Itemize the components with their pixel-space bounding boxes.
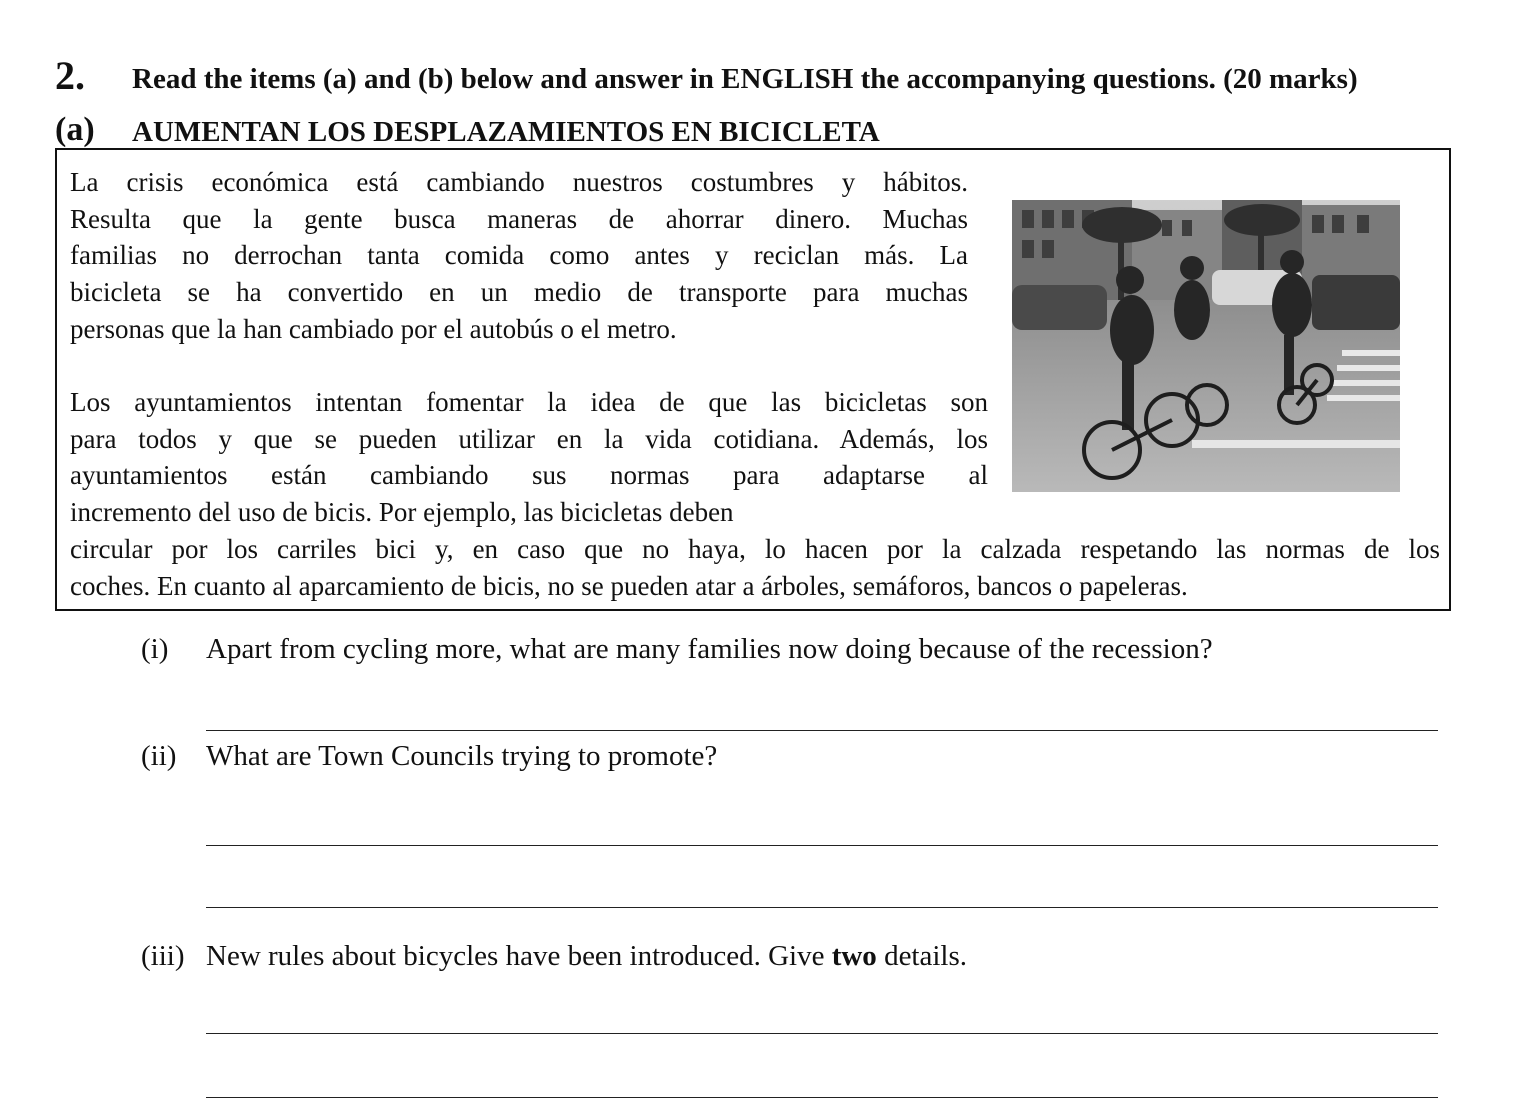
passage-line: incremento del uso de bicis. Por ejemplo, las bicicletas deben: [70, 497, 734, 528]
question-iii-text-before: New rules about bicycles have been introduced. Give: [206, 940, 832, 972]
passage-line: La crisis económica está cambiando nuestros costumbres y hábitos.: [70, 167, 968, 197]
passage-paragraph-1: [70, 164, 968, 348]
passage-line: circular por los carriles bici y, en caso que no haya, lo hacen por la calzada respetando las normas de los: [70, 534, 1440, 564]
passage-line: Resulta que la gente busca maneras de ahorrar dinero. Muchas: [70, 203, 968, 234]
question-iii-text-after: details.: [876, 940, 968, 972]
answer-line[interactable]: [206, 845, 1438, 846]
question-ii-text: What are Town Councils trying to promote?: [206, 740, 718, 772]
passage-line: familias no derrochan tanta comida como antes y reciclan más. La: [70, 240, 968, 271]
question-iii-text: [206, 938, 967, 974]
answer-line[interactable]: [206, 907, 1438, 908]
answer-line[interactable]: [206, 730, 1438, 731]
passage-line: Los ayuntamientos intentan fomentar la idea de que las bicicletas son: [70, 387, 988, 417]
cyclists-street-photo-icon: [1012, 200, 1400, 492]
passage-line: ayuntamientos están cambiando sus normas para adaptarse al: [70, 460, 988, 491]
passage-paragraph-2-continued: [70, 531, 1440, 604]
passage-line: bicicleta se ha convertido en un medio de transporte para muchas: [70, 277, 968, 308]
passage-line: personas que la han cambiado por el autobús o el metro.: [70, 313, 677, 344]
section-title: AUMENTAN LOS DESPLAZAMIENTOS EN BICICLETA: [132, 116, 880, 148]
passage-paragraph-2: [70, 384, 988, 531]
answer-line[interactable]: [206, 1097, 1438, 1098]
answer-line[interactable]: [206, 1033, 1438, 1034]
question-instruction: Read the items (a) and (b) below and answer in ENGLISH the accompanying questions. (20 marks): [132, 63, 1358, 95]
question-number: 2.: [55, 53, 85, 98]
question-i-label: (i): [141, 633, 169, 665]
question-iii-emphasis: two: [831, 940, 877, 972]
section-label: (a): [55, 111, 95, 148]
passage-line: coches. En cuanto al aparcamiento de bicis, no se pueden atar a árboles, semáforos, bancos o papeleras.: [70, 570, 1188, 601]
passage-line: para todos y que se pueden utilizar en la vida cotidiana. Además, los: [70, 423, 988, 454]
question-iii-label: (iii): [141, 940, 185, 972]
question-ii-label: (ii): [141, 740, 177, 772]
question-i-text: Apart from cycling more, what are many families now doing because of the recession?: [206, 633, 1213, 665]
